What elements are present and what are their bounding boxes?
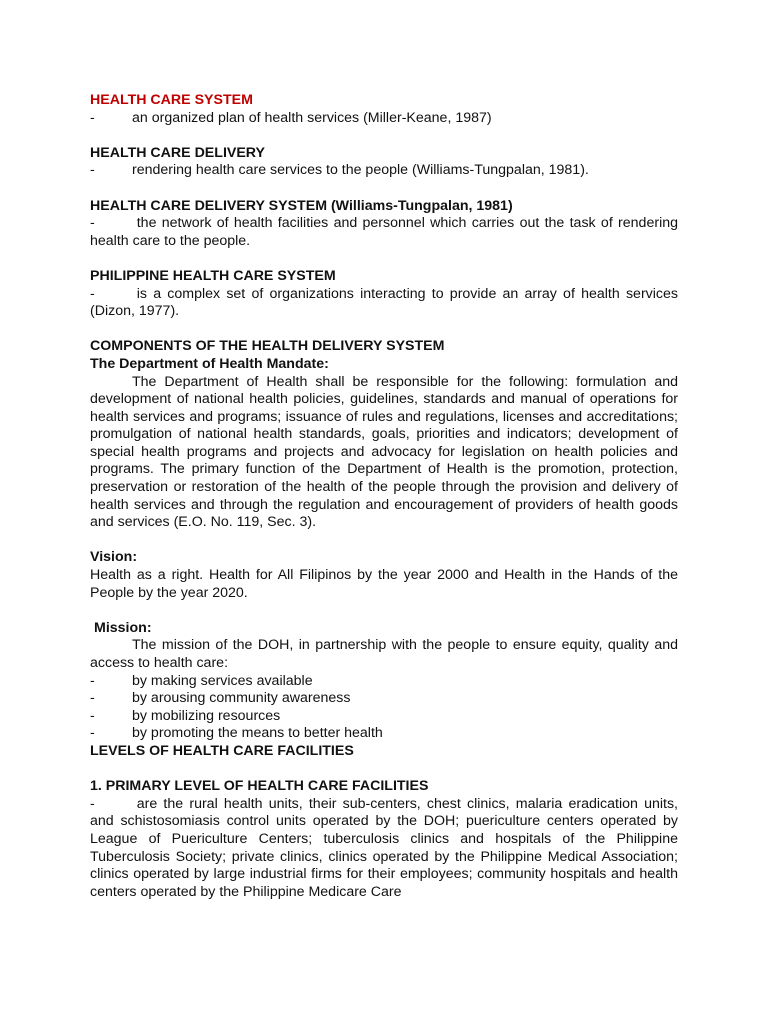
document-page xyxy=(90,92,678,901)
heading-components: COMPONENTS OF THE HEALTH DELIVERY SYSTEM xyxy=(90,338,445,355)
mandate-paragraph: The Department of Health shall be responsible for the following: formulation and development of national health policies, guidelines, standards and manual of operations for health services and programs; issuance of rules and regulations, licenses and accreditations; promulgation of national health standards, goals, priorities and indicators; development of special health programs and projects and advocacy for legislation on health policies and programs. The primary function of the Department of Health is the promotion, protection, preservation or restoration of the health of the people through the provision and delivery of health services and through the regulation and encouragement of providers of health goods and services (E.O. No. 119, Sec. 3). xyxy=(90,373,678,531)
subheading-doh-mandate: The Department of Health Mandate: xyxy=(90,355,329,372)
heading-vision: Vision: xyxy=(90,549,138,566)
primary-level-paragraph: - are the rural health units, their sub-centers, chest clinics, malaria eradication units, and schistosomiasis control units operated by the DOH; puericulture centers operated by League of Puericulture Centers; tuberculosis clinics and hospitals of the Philippine Tuberculosis Society; private clinics, clinics operated by the Philippine Medical Association; clinics operated by large industrial firms for their employees; community hospitals and health centers operated by the Philippine Medicare Care xyxy=(90,795,678,900)
heading-health-care-delivery-system: HEALTH CARE DELIVERY SYSTEM (Williams-Tungpalan, 1981) xyxy=(90,197,513,214)
list-item: - by making services available xyxy=(90,672,313,689)
heading-health-care-delivery: HEALTH CARE DELIVERY xyxy=(90,144,265,161)
vision-paragraph: Health as a right. Health for All Filipinos by the year 2000 and Health in the Hands of the People by the year 2020. xyxy=(90,567,678,601)
definition-paragraph: - is a complex set of organizations interacting to provide an array of health services (Dizon, 1977). xyxy=(90,285,678,320)
definition-item: - an organized plan of health services (Miller-Keane, 1987) xyxy=(90,109,492,126)
heading-health-care-system: HEALTH CARE SYSTEM xyxy=(90,92,253,108)
heading-primary-level: 1. PRIMARY LEVEL OF HEALTH CARE FACILITIES xyxy=(90,778,429,795)
mission-paragraph: The mission of the DOH, in partnership with the people to ensure equity, quality and access to health care: xyxy=(90,637,678,671)
definition-paragraph: - the network of health facilities and personnel which carries out the task of rendering health care to the people. xyxy=(90,215,678,249)
definition-item: - rendering health care services to the people (Williams-Tungpalan, 1981). xyxy=(90,162,589,179)
list-item: - by mobilizing resources xyxy=(90,707,281,724)
list-item: - by arousing community awareness xyxy=(90,690,351,707)
heading-philippine-health-care-system: PHILIPPINE HEALTH CARE SYSTEM xyxy=(90,267,336,284)
heading-levels: LEVELS OF HEALTH CARE FACILITIES xyxy=(90,742,354,759)
heading-mission: Mission: xyxy=(94,619,152,636)
list-item: - by promoting the means to better health xyxy=(90,725,383,742)
